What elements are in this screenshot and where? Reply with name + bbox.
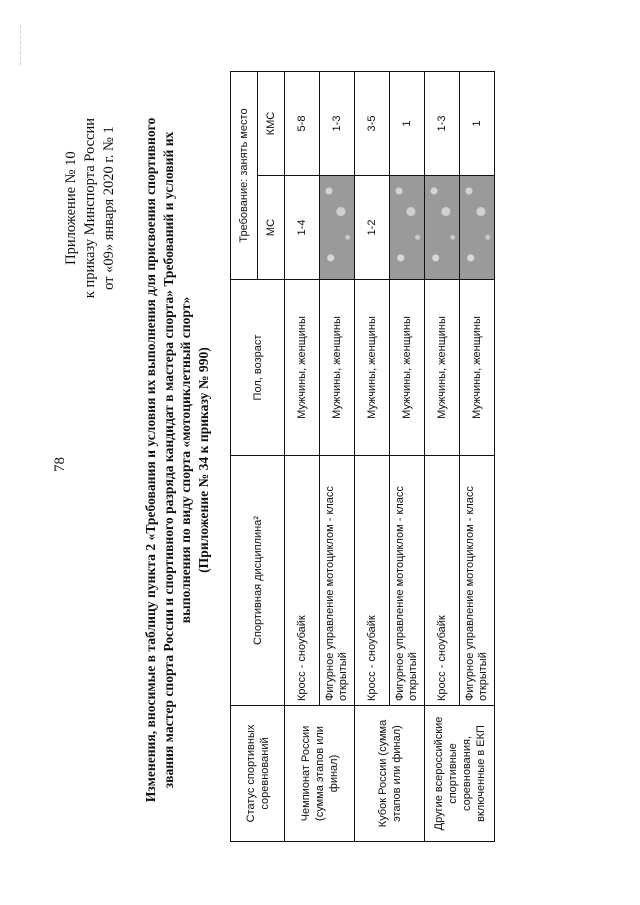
cell-status: Чемпионат России (сумма этапов или финал): [285, 706, 355, 842]
requirements-table: [230, 71, 495, 842]
appendix-line-2: к приказу Минспорта России: [82, 118, 98, 299]
cell-kms: 1-3: [320, 72, 355, 176]
cell-gender: Мужчины, женщины: [320, 280, 355, 456]
heading-line-3: выполнения по виду спорта «мотоциклетный спорт»: [178, 296, 193, 624]
heading-line-2: звания мастер спорта России и спортивного разряда кандидат в мастера спорта» Требований и условий их: [160, 131, 176, 789]
cell-kms: 3-5: [355, 72, 390, 176]
header-kms: КМС: [258, 72, 285, 176]
cell-status: Другие всероссийские спортивные соревнования, включенные в ЕКП: [425, 706, 495, 842]
cell-discipline: Фигурное управление мотоциклом - класс открытый: [460, 456, 495, 706]
cell-kms: 1: [460, 72, 495, 176]
cell-gender: Мужчины, женщины: [460, 280, 495, 456]
cell-ms: [460, 176, 495, 280]
cell-gender: Мужчины, женщины: [285, 280, 320, 456]
table-body: [285, 72, 495, 842]
cell-gender: Мужчины, женщины: [355, 280, 390, 456]
header-status: Статус спортивных соревнований: [231, 706, 285, 842]
cell-gender: Мужчины, женщины: [425, 280, 460, 456]
header-discipline: Спортивная дисциплина²: [231, 456, 285, 706]
table-row: [425, 72, 460, 842]
page-number: 78: [52, 457, 68, 472]
cell-kms: 1-3: [425, 72, 460, 176]
appendix-line-3: от «09» января 2020 г. № 1: [101, 126, 117, 290]
cell-kms: 5-8: [285, 72, 320, 176]
cell-status: Кубок России (сумма этапов или финал): [355, 706, 425, 842]
header-ms: МС: [258, 176, 285, 280]
cell-gender: Мужчины, женщины: [390, 280, 425, 456]
appendix-block: [62, 118, 119, 298]
cell-ms: [320, 176, 355, 280]
table-row: [355, 72, 390, 842]
scan-mark: [20, 25, 22, 65]
cell-kms: 1: [390, 72, 425, 176]
cell-discipline: Фигурное управление мотоциклом - класс открытый: [320, 456, 355, 706]
cell-discipline: Кросс - сноубайк: [425, 456, 460, 706]
header-gender: Пол, возраст: [231, 280, 285, 456]
header-requirement: Требование: занять место: [231, 72, 258, 280]
cell-discipline: Кросс - сноубайк: [355, 456, 390, 706]
heading-line-4: (Приложение № 34 к приказу № 990): [195, 347, 211, 573]
cell-discipline: Кросс - сноубайк: [285, 456, 320, 706]
cell-discipline: Фигурное управление мотоциклом - класс открытый: [390, 456, 425, 706]
table-row: [285, 72, 320, 842]
document-heading: [142, 90, 212, 830]
heading-line-1: Изменения, вносимые в таблицу пункта 2 «Требования и условия их выполнения для присвоения спортивного: [143, 117, 158, 803]
cell-ms: [390, 176, 425, 280]
cell-ms: 1-2: [355, 176, 390, 280]
cell-ms: [425, 176, 460, 280]
cell-ms: 1-4: [285, 176, 320, 280]
appendix-line-1: Приложение № 10: [63, 151, 79, 265]
